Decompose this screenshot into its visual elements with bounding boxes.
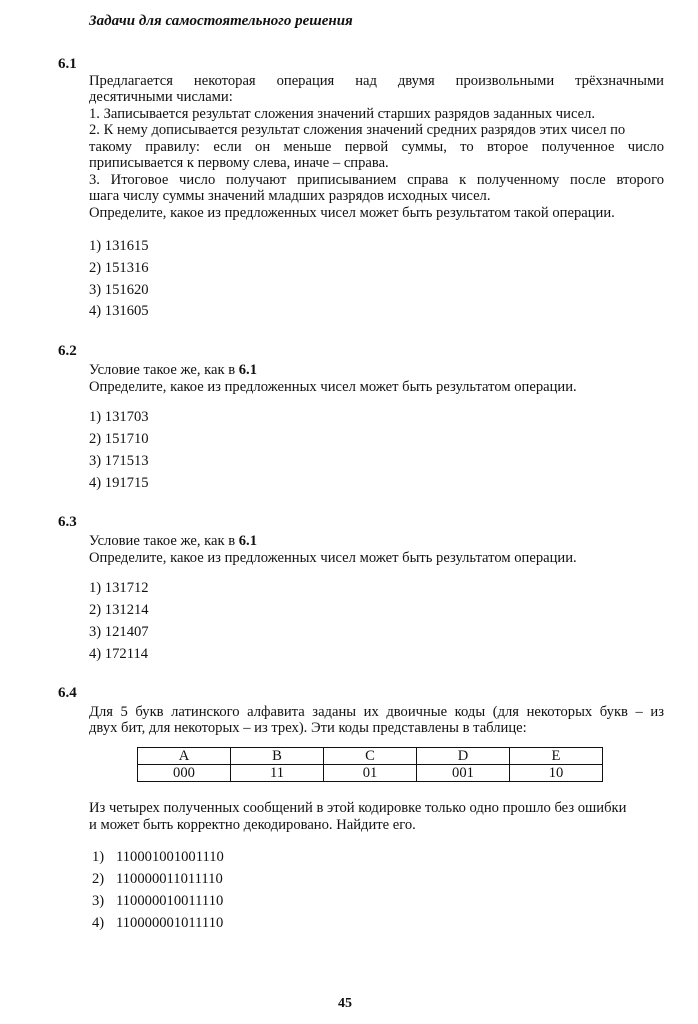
table-cell-letter: C xyxy=(324,748,417,765)
problem-text-line: двух бит, для некоторых – из трех). Эти коды представлены в таблице: xyxy=(89,720,527,736)
table-row-letters xyxy=(138,748,603,765)
problem-text-line: десятичными числами: xyxy=(89,89,233,105)
table-cell-letter: D xyxy=(417,748,510,765)
problem-condition xyxy=(89,362,257,379)
problem-number: 6.2 xyxy=(58,343,77,359)
problem-text-line: приписывается к первому слева, иначе – справа. xyxy=(89,155,389,171)
problem-condition xyxy=(89,533,257,550)
table-cell-code: 10 xyxy=(510,765,603,782)
problem-number: 6.3 xyxy=(58,514,77,530)
problem-number: 6.1 xyxy=(58,56,77,72)
problem-number: 6.4 xyxy=(58,685,77,701)
problem-text-line: Для 5 букв латинского алфавита заданы их двоичные коды (для некоторых букв – из xyxy=(89,704,664,720)
table-cell-letter: E xyxy=(510,748,603,765)
option-value: 110000001011110 xyxy=(116,915,224,931)
condition-reference: 6.1 xyxy=(238,533,257,549)
table-cell-code: 11 xyxy=(231,765,324,782)
option-value: 110001001001110 xyxy=(116,849,224,865)
answer-option: 2) 131214 xyxy=(89,602,149,618)
answer-option xyxy=(92,849,224,866)
problem-question: Определите, какое из предложенных чисел может быть результатом такой операции. xyxy=(89,205,615,221)
option-number: 4) xyxy=(92,915,105,931)
option-value: 110000011011110 xyxy=(116,871,223,887)
condition-text: Условие такое же, как в xyxy=(89,533,239,549)
condition-reference: 6.1 xyxy=(238,362,257,378)
binary-codes-table xyxy=(137,747,603,782)
answer-option: 1) 131703 xyxy=(89,409,149,425)
page-number: 45 xyxy=(338,996,352,1011)
answer-option: 3) 171513 xyxy=(89,453,149,469)
problem-text-line: 2. К нему дописывается результат сложения значений средних разрядов этих чисел по xyxy=(89,122,626,138)
problem-question: Определите, какое из предложенных чисел может быть результатом операции. xyxy=(89,550,577,566)
problem-text-line: 3. Итоговое число получают приписыванием справа к полученному после второго xyxy=(89,172,664,188)
problem-question: Определите, какое из предложенных чисел может быть результатом операции. xyxy=(89,379,577,395)
problem-text-line: Из четырех полученных сообщений в этой кодировке только одно прошло без ошибки xyxy=(89,800,627,816)
section-title: Задачи для самостоятельного решения xyxy=(89,13,353,29)
answer-option: 1) 131615 xyxy=(89,238,149,254)
answer-option: 2) 151316 xyxy=(89,260,149,276)
problem-text-line: Предлагается некоторая операция над двумя произвольными трёхзначными xyxy=(89,73,664,89)
answer-option: 4) 172114 xyxy=(89,646,149,662)
problem-text-line: такому правилу: если он меньше первой суммы, то второе полученное число xyxy=(89,139,664,155)
table-cell-letter: A xyxy=(138,748,231,765)
answer-option: 4) 131605 xyxy=(89,303,149,319)
answer-option: 3) 151620 xyxy=(89,282,149,298)
option-value: 110000010011110 xyxy=(116,893,224,909)
problem-text-line: 1. Записывается результат сложения значений старших разрядов заданных чисел. xyxy=(89,106,596,122)
table-cell-code: 000 xyxy=(138,765,231,782)
answer-option: 4) 191715 xyxy=(89,475,149,491)
option-number: 2) xyxy=(92,871,105,887)
condition-text: Условие такое же, как в xyxy=(89,362,239,378)
answer-option xyxy=(92,871,223,888)
table-cell-code: 001 xyxy=(417,765,510,782)
answer-option xyxy=(92,915,223,932)
table-cell-code: 01 xyxy=(324,765,417,782)
answer-option: 1) 131712 xyxy=(89,580,149,596)
option-number: 1) xyxy=(92,849,105,865)
option-number: 3) xyxy=(92,893,105,909)
problem-question: и может быть корректно декодировано. Найдите его. xyxy=(89,817,416,833)
table-cell-letter: B xyxy=(231,748,324,765)
answer-option: 2) 151710 xyxy=(89,431,149,447)
table-row-codes xyxy=(138,765,603,782)
answer-option xyxy=(92,893,223,910)
problem-text-line: шага числу суммы значений младших разрядов исходных чисел. xyxy=(89,188,491,204)
answer-option: 3) 121407 xyxy=(89,624,149,640)
